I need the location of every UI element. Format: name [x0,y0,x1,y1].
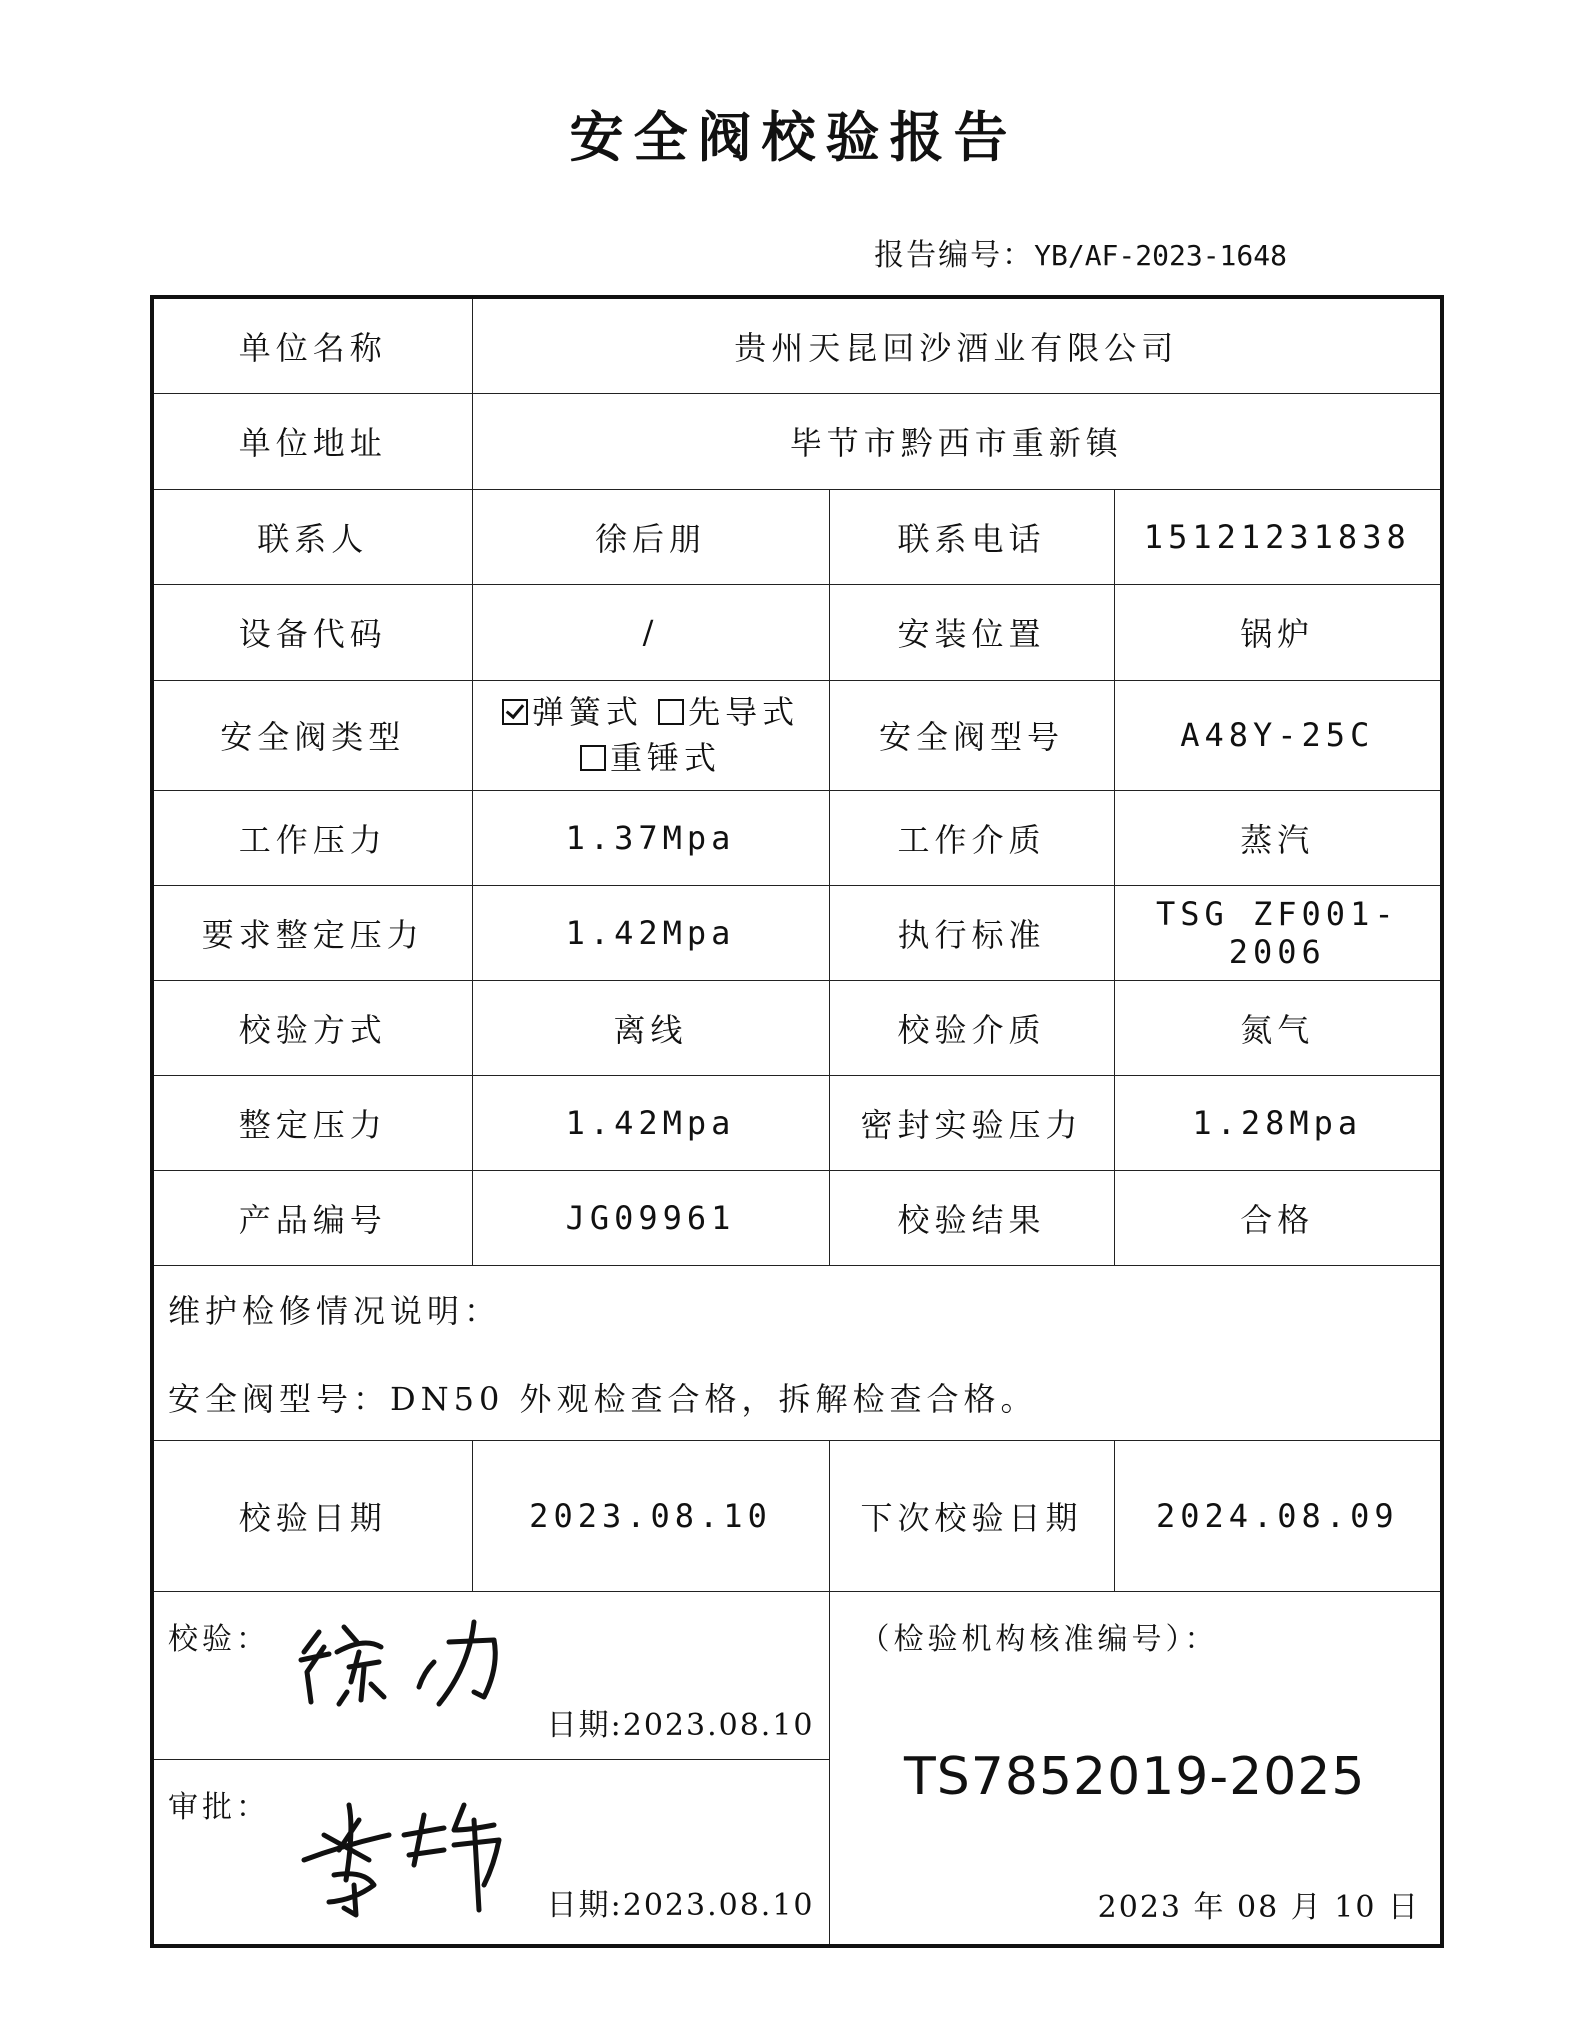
table-row [152,1440,1442,1591]
valve-model-label: 安全阀型号 [829,680,1114,790]
table-row [152,790,1442,885]
unit-name-label: 单位名称 [152,297,472,393]
checkbox-icon[interactable] [580,745,606,771]
valve-type-option-label: 先导式 [688,693,800,731]
maintenance-label: 维护检修情况说明： [168,1291,502,1330]
test-medium-value: 氮气 [1114,980,1442,1075]
product-number-value: JG09961 [472,1170,829,1265]
approver-label: 审批： [168,1789,270,1825]
valve-type-option-pilot[interactable] [658,693,799,731]
required-set-pressure-label: 要求整定压力 [152,885,472,980]
valve-type-option-spring[interactable] [502,693,643,731]
approver-signature-block [152,1759,829,1946]
valve-type-option-label: 弹簧式 [531,693,643,731]
phone-label: 联系电话 [829,489,1114,584]
equipment-code-label: 设备代码 [152,584,472,680]
table-row [152,1265,1442,1440]
next-test-date-value: 2024.08.09 [1114,1440,1442,1591]
set-pressure-value: 1.42Mpa [472,1075,829,1170]
standard-value: TSG ZF001-2006 [1114,885,1442,980]
standard-label: 执行标准 [829,885,1114,980]
test-date-label: 校验日期 [152,1440,472,1591]
report-number [874,230,1287,274]
working-pressure-value: 1.37Mpa [472,790,829,885]
seal-test-pressure-value: 1.28Mpa [1114,1075,1442,1170]
test-result-label: 校验结果 [829,1170,1114,1265]
set-pressure-label: 整定压力 [152,1075,472,1170]
inspector-label: 校验： [168,1621,270,1657]
table-row [152,297,1442,393]
test-method-label: 校验方式 [152,980,472,1075]
unit-address-label: 单位地址 [152,393,472,489]
install-location-label: 安装位置 [829,584,1114,680]
organization-number: TS7852019-2025 [904,1746,1366,1807]
valve-type-options [472,680,829,790]
organization-date: 2023 年 08 月 10 日 [1097,1890,1421,1925]
contact-value: 徐后朋 [472,489,829,584]
product-number-label: 产品编号 [152,1170,472,1265]
report-number-label: 报告编号： [874,238,1035,273]
valve-model-value: A48Y-25C [1114,680,1442,790]
maintenance-notes [152,1265,1442,1440]
working-medium-value: 蒸汽 [1114,790,1442,885]
report-table [150,295,1444,1948]
table-row [152,584,1442,680]
valve-type-option-weight[interactable] [580,739,721,777]
table-row [152,489,1442,584]
organization-block [829,1591,1442,1946]
approver-signature [294,1790,514,1920]
test-result-value: 合格 [1114,1170,1442,1265]
required-set-pressure-value: 1.42Mpa [472,885,829,980]
test-method-value: 离线 [472,980,829,1075]
working-pressure-label: 工作压力 [152,790,472,885]
table-row [152,885,1442,980]
valve-type-option-label: 重锤式 [609,739,721,777]
maintenance-text: 安全阀型号：DN50 外观检查合格，拆解检查合格。 [168,1379,1038,1418]
table-row [152,980,1442,1075]
table-row [152,1591,1442,1759]
approver-date: 日期:2023.08.10 [546,1887,815,1923]
test-date-value: 2023.08.10 [472,1440,829,1591]
table-row [152,1075,1442,1170]
unit-name-value: 贵州天昆回沙酒业有限公司 [472,297,1442,393]
unit-address-value: 毕节市黔西市重新镇 [472,393,1442,489]
inspector-date: 日期:2023.08.10 [546,1707,815,1743]
checkbox-icon[interactable] [658,699,684,725]
inspector-signature-block [152,1591,829,1759]
table-row [152,1170,1442,1265]
table-row [152,393,1442,489]
page-title: 安全阀校验报告 [569,105,1018,169]
working-medium-label: 工作介质 [829,790,1114,885]
valve-type-label: 安全阀类型 [152,680,472,790]
inspector-signature [289,1612,509,1707]
phone-value: 15121231838 [1114,489,1442,584]
equipment-code-value: / [472,584,829,680]
next-test-date-label: 下次校验日期 [829,1440,1114,1591]
contact-label: 联系人 [152,489,472,584]
report-number-value: YB/AF-2023-1648 [1034,239,1287,272]
test-medium-label: 校验介质 [829,980,1114,1075]
seal-test-pressure-label: 密封实验压力 [829,1075,1114,1170]
organization-label: （检验机构核准编号）： [859,1621,1219,1657]
install-location-value: 锅炉 [1114,584,1442,680]
checkbox-checked-icon[interactable] [502,699,528,725]
table-row [152,680,1442,790]
